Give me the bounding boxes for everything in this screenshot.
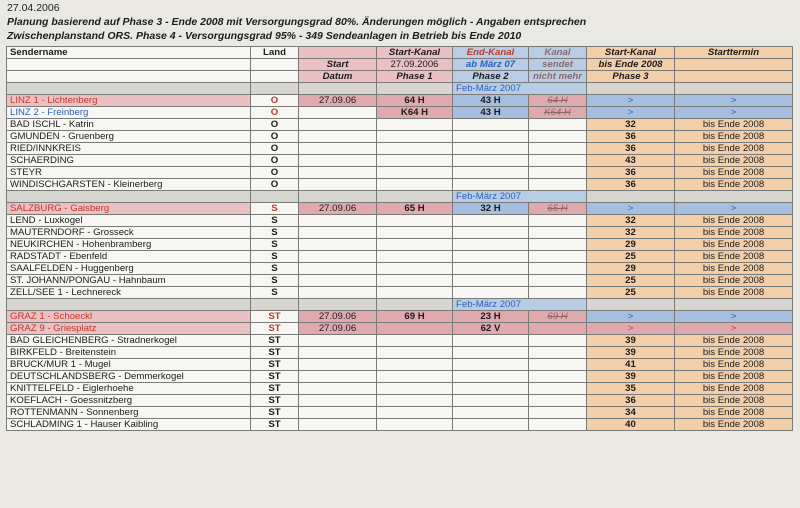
table-row [7, 323, 793, 335]
col-start-header-b: Start [299, 59, 377, 71]
phase3-channel: > [587, 95, 675, 107]
phase3-channel: > [587, 311, 675, 323]
land-code: ST [251, 323, 299, 335]
land-code: S [251, 263, 299, 275]
phase3-channel: 41 [587, 359, 675, 371]
old-channel [529, 323, 587, 335]
col-endkanal-header-c: Phase 2 [453, 71, 529, 83]
start-term: > [675, 311, 793, 323]
start-term: > [675, 203, 793, 215]
table-row [7, 311, 793, 323]
col-starttermin-header-a: Starttermin [675, 47, 793, 59]
phase1-channel [377, 323, 453, 335]
table-row [7, 287, 793, 299]
phase3-channel: > [587, 203, 675, 215]
start-term: bis Ende 2008 [675, 275, 793, 287]
start-term: bis Ende 2008 [675, 227, 793, 239]
sender-name: GRAZ 9 - Griesplatz [7, 323, 251, 335]
col-endkanal-header-b: ab März 07 [453, 59, 529, 71]
phase3-channel: 39 [587, 335, 675, 347]
start-term: bis Ende 2008 [675, 419, 793, 431]
section-label-o: Feb-März 2007 [453, 83, 587, 95]
col-kanal-header-b: sendet [529, 59, 587, 71]
phase2-channel: 23 H [453, 311, 529, 323]
start-term: bis Ende 2008 [675, 131, 793, 143]
col-startkanal-header-b: 27.09.2006 [377, 59, 453, 71]
col-kanal-header-c: nicht mehr [529, 71, 587, 83]
start-term: bis Ende 2008 [675, 395, 793, 407]
table-row [7, 275, 793, 287]
table-row [7, 203, 793, 215]
phase3-channel: 32 [587, 215, 675, 227]
land-code: O [251, 107, 299, 119]
start-date: 27.09.06 [299, 95, 377, 107]
phase2-channel: 32 H [453, 203, 529, 215]
start-term: bis Ende 2008 [675, 251, 793, 263]
start-term: bis Ende 2008 [675, 239, 793, 251]
start-term: bis Ende 2008 [675, 287, 793, 299]
col-start-header-a [299, 47, 377, 59]
sender-name: BAD ISCHL - Katrin [7, 119, 251, 131]
planning-note-line-2: Zwischenplanstand ORS. Phase 4 - Versorgungsgrad 95% - 349 Sendeanlagen in Betrieb bis Ende 2010 [7, 30, 522, 42]
phase3-channel: 29 [587, 239, 675, 251]
table-row [7, 395, 793, 407]
phase1-channel: 69 H [377, 311, 453, 323]
table-header-row-3 [7, 71, 793, 83]
sender-name: BAD GLEICHENBERG - Stradnerkogel [7, 335, 251, 347]
phase3-channel: 39 [587, 371, 675, 383]
land-code: O [251, 119, 299, 131]
phase3-channel: > [587, 323, 675, 335]
table-header-row-2 [7, 59, 793, 71]
table-row [7, 179, 793, 191]
sender-name: LINZ 2 - Freinberg [7, 107, 251, 119]
old-channel: 69 H [529, 311, 587, 323]
col-start-header-c: Datum [299, 71, 377, 83]
phase3-channel: 25 [587, 251, 675, 263]
start-term: bis Ende 2008 [675, 263, 793, 275]
sender-name: RADSTADT - Ebenfeld [7, 251, 251, 263]
table-row [7, 347, 793, 359]
sender-name: LINZ 1 - Lichtenberg [7, 95, 251, 107]
table-row [7, 143, 793, 155]
col-startkanal-header-a: Start-Kanal [377, 47, 453, 59]
sender-name: GMUNDEN - Gruenberg [7, 131, 251, 143]
table-row [7, 251, 793, 263]
phase3-channel: 43 [587, 155, 675, 167]
start-term: bis Ende 2008 [675, 119, 793, 131]
section-label-row-o [7, 83, 793, 95]
phase1-channel: 65 H [377, 203, 453, 215]
sender-name: NEUKIRCHEN - Hohenbramberg [7, 239, 251, 251]
old-channel: 65 H [529, 203, 587, 215]
col-starttermin-header-b [675, 59, 793, 71]
sender-name: BRUCK/MUR 1 - Mugel [7, 359, 251, 371]
start-term: bis Ende 2008 [675, 359, 793, 371]
land-code: ST [251, 419, 299, 431]
col-land-header: Land [251, 47, 299, 59]
land-code: O [251, 179, 299, 191]
land-code: ST [251, 395, 299, 407]
land-code: ST [251, 371, 299, 383]
old-channel: 64 H [529, 95, 587, 107]
table-row [7, 239, 793, 251]
col-sk3-header-a: Start-Kanal [587, 47, 675, 59]
sender-name: WINDISCHGARSTEN - Kleinerberg [7, 179, 251, 191]
section-label-st: Feb-März 2007 [453, 299, 587, 311]
col-sk3-header-b: bis Ende 2008 [587, 59, 675, 71]
phase3-channel: > [587, 107, 675, 119]
table-row [7, 227, 793, 239]
phase2-channel: 62 V [453, 323, 529, 335]
phase3-channel: 36 [587, 179, 675, 191]
land-code: S [251, 275, 299, 287]
sender-name: SCHLADMING 1 - Hauser Kaibling [7, 419, 251, 431]
land-code: ST [251, 347, 299, 359]
transmitter-table [6, 46, 793, 431]
start-term: bis Ende 2008 [675, 179, 793, 191]
land-code: ST [251, 335, 299, 347]
table-row [7, 155, 793, 167]
start-term: bis Ende 2008 [675, 143, 793, 155]
start-term: bis Ende 2008 [675, 347, 793, 359]
table-row [7, 371, 793, 383]
phase3-channel: 39 [587, 347, 675, 359]
start-term: bis Ende 2008 [675, 371, 793, 383]
sender-name: ZELL/SEE 1 - Lechnereck [7, 287, 251, 299]
table-row [7, 131, 793, 143]
start-term: > [675, 95, 793, 107]
land-code: S [251, 287, 299, 299]
start-term: bis Ende 2008 [675, 167, 793, 179]
land-code: ST [251, 359, 299, 371]
land-code: O [251, 167, 299, 179]
table-row [7, 119, 793, 131]
sender-name: DEUTSCHLANDSBERG - Demmerkogel [7, 371, 251, 383]
start-term: bis Ende 2008 [675, 407, 793, 419]
land-code: O [251, 155, 299, 167]
phase3-channel: 35 [587, 383, 675, 395]
start-term: bis Ende 2008 [675, 383, 793, 395]
phase3-channel: 32 [587, 227, 675, 239]
sender-name: BIRKFELD - Breitenstein [7, 347, 251, 359]
table-row [7, 107, 793, 119]
section-label-s: Feb-März 2007 [453, 191, 587, 203]
old-channel: K64 H [529, 107, 587, 119]
phase3-channel: 25 [587, 287, 675, 299]
table-row [7, 407, 793, 419]
land-code: S [251, 227, 299, 239]
col-startkanal-header-c: Phase 1 [377, 71, 453, 83]
phase2-channel: 43 H [453, 107, 529, 119]
start-term: > [675, 107, 793, 119]
sender-name: ROTTENMANN - Sonnenberg [7, 407, 251, 419]
sender-name: ST. JOHANN/PONGAU - Hahnbaum [7, 275, 251, 287]
table-row [7, 263, 793, 275]
phase3-channel: 34 [587, 407, 675, 419]
start-date: 27.09.06 [299, 203, 377, 215]
sender-name: SALZBURG - Gaisberg [7, 203, 251, 215]
land-code: ST [251, 407, 299, 419]
phase3-channel: 36 [587, 395, 675, 407]
land-code: S [251, 215, 299, 227]
land-code: ST [251, 383, 299, 395]
table-row [7, 383, 793, 395]
land-code: ST [251, 311, 299, 323]
section-label-row-st [7, 299, 793, 311]
section-label-row-s [7, 191, 793, 203]
start-date: 27.09.06 [299, 311, 377, 323]
sender-name: KNITTELFELD - Eiglerhoehe [7, 383, 251, 395]
start-term: bis Ende 2008 [675, 155, 793, 167]
start-term: > [675, 323, 793, 335]
phase1-channel: 64 H [377, 95, 453, 107]
col-starttermin-header-c [675, 71, 793, 83]
phase3-channel: 25 [587, 275, 675, 287]
land-code: S [251, 203, 299, 215]
land-code: O [251, 131, 299, 143]
sender-name: SCHAERDING [7, 155, 251, 167]
sender-name: STEYR [7, 167, 251, 179]
phase3-channel: 36 [587, 167, 675, 179]
document-date: 27.04.2006 [7, 2, 60, 14]
col-sk3-header-c: Phase 3 [587, 71, 675, 83]
phase2-channel: 43 H [453, 95, 529, 107]
sender-name: KOEFLACH - Goessnitzberg [7, 395, 251, 407]
phase3-channel: 36 [587, 131, 675, 143]
table-row [7, 167, 793, 179]
start-term: bis Ende 2008 [675, 215, 793, 227]
table-row [7, 95, 793, 107]
land-code: O [251, 95, 299, 107]
table-row [7, 215, 793, 227]
start-date: 27.09.06 [299, 323, 377, 335]
phase1-channel: K64 H [377, 107, 453, 119]
land-code: S [251, 251, 299, 263]
sender-name: GRAZ 1 - Schoeckl [7, 311, 251, 323]
phase3-channel: 36 [587, 143, 675, 155]
land-code: S [251, 239, 299, 251]
land-code: O [251, 143, 299, 155]
planning-note-line-1: Planung basierend auf Phase 3 - Ende 2008 mit Versorgungsgrad 80%. Änderungen möglich - Angaben entsprechen [7, 16, 587, 28]
table-header-row-1 [7, 47, 793, 59]
phase3-channel: 32 [587, 119, 675, 131]
sender-name: RIED/INNKREIS [7, 143, 251, 155]
sender-name: MAUTERNDORF - Grosseck [7, 227, 251, 239]
col-kanal-header-a: Kanal [529, 47, 587, 59]
start-term: bis Ende 2008 [675, 335, 793, 347]
col-sendername-header: Sendername [7, 47, 251, 59]
sender-name: SAALFELDEN - Huggenberg [7, 263, 251, 275]
table-row [7, 419, 793, 431]
sender-name: LEND - Luxkogel [7, 215, 251, 227]
table-row [7, 335, 793, 347]
phase3-channel: 29 [587, 263, 675, 275]
col-endkanal-header-a: End-Kanal [453, 47, 529, 59]
phase3-channel: 40 [587, 419, 675, 431]
table-row [7, 359, 793, 371]
